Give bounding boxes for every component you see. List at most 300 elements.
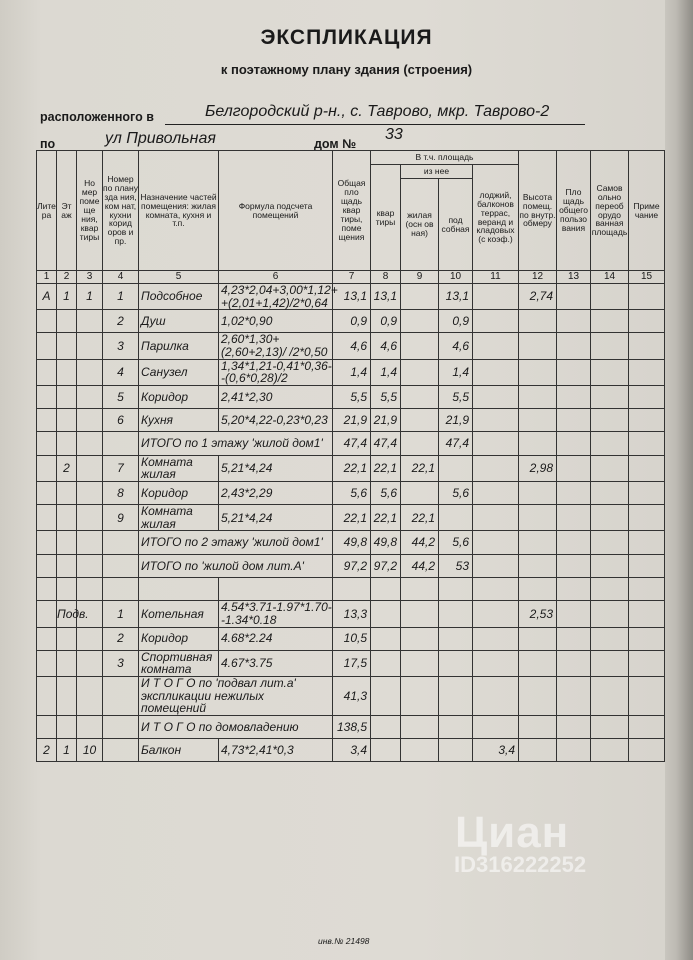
cell-c2 <box>57 650 77 676</box>
cell-name: ИТОГО по 2 этажу 'жилой дом1' <box>139 531 333 554</box>
cell-c14 <box>591 578 629 601</box>
cell-c2 <box>57 531 77 554</box>
cell-formula: 4,23*2,04+3,00*1,12+ +(2,01+1,42)/2*0,64 <box>219 284 333 310</box>
col-header-purpose: Назначение частей помещения: жилая комната, кухня и т.п. <box>139 151 219 271</box>
col-header-apartment: квар тиры <box>371 165 401 271</box>
cell-c14 <box>591 409 629 432</box>
cell-c13 <box>557 359 591 385</box>
cell-c10 <box>439 715 473 738</box>
cell-c1: А <box>37 284 57 310</box>
col-header-note: Приме чание <box>629 151 665 271</box>
cell-c8: 13,1 <box>371 284 401 310</box>
cell-formula: 1,34*1,21-0,41*0,36- -(0,6*0,28)/2 <box>219 359 333 385</box>
cell-c3 <box>77 554 103 577</box>
cell-c8: 22,1 <box>371 455 401 481</box>
cell-c1 <box>37 627 57 650</box>
cell-c10: 13,1 <box>439 284 473 310</box>
cell-c13 <box>557 531 591 554</box>
cell-c14 <box>591 715 629 738</box>
table-row <box>37 627 665 650</box>
table-body <box>37 284 665 762</box>
column-number: 6 <box>219 271 333 284</box>
cell-c14 <box>591 650 629 676</box>
cell-name: Душ <box>139 310 219 333</box>
cell-c2 <box>57 310 77 333</box>
cell-formula: 1,02*0,90 <box>219 310 333 333</box>
cell-c11 <box>473 310 519 333</box>
page-edge <box>665 0 693 960</box>
cell-c2 <box>57 385 77 408</box>
cell-c7: 13,3 <box>333 601 371 627</box>
cell-c14 <box>591 481 629 504</box>
cell-c10: 21,9 <box>439 409 473 432</box>
cell-c15 <box>629 578 665 601</box>
cell-c8 <box>371 739 401 762</box>
cell-c2 <box>57 554 77 577</box>
cell-c3 <box>77 432 103 455</box>
cell-c10: 0,9 <box>439 310 473 333</box>
cell-c9 <box>401 409 439 432</box>
cell-c13 <box>557 650 591 676</box>
cell-c15 <box>629 310 665 333</box>
cell-c12 <box>519 531 557 554</box>
cell-c4: 8 <box>103 481 139 504</box>
cell-c15 <box>629 676 665 715</box>
cell-formula: 2,41*2,30 <box>219 385 333 408</box>
cell-c12 <box>519 715 557 738</box>
cell-name: Коридор <box>139 385 219 408</box>
cell-c1 <box>37 650 57 676</box>
cell-c2 <box>57 715 77 738</box>
table-row <box>37 715 665 738</box>
cell-c1 <box>37 432 57 455</box>
cell-c2 <box>57 627 77 650</box>
cell-c7: 5,6 <box>333 481 371 504</box>
cell-c11 <box>473 715 519 738</box>
cell-c13 <box>557 455 591 481</box>
cell-c4: 4 <box>103 359 139 385</box>
cell-c11 <box>473 676 519 715</box>
cell-c3 <box>77 409 103 432</box>
col-header-subgroup: из нее <box>401 165 473 179</box>
cell-c11: 3,4 <box>473 739 519 762</box>
cell-c1 <box>37 455 57 481</box>
cell-name: Коридор <box>139 481 219 504</box>
column-number: 2 <box>57 271 77 284</box>
cell-c4: 3 <box>103 333 139 359</box>
document-subtitle: к поэтажному плану здания (строения) <box>220 62 473 77</box>
cell-c15 <box>629 601 665 627</box>
cell-c11 <box>473 409 519 432</box>
cell-c11 <box>473 505 519 531</box>
cell-c12 <box>519 385 557 408</box>
cell-c14 <box>591 385 629 408</box>
cell-c14 <box>591 627 629 650</box>
cell-c11 <box>473 284 519 310</box>
col-header-utility: под собная <box>439 179 473 271</box>
cell-c12 <box>519 739 557 762</box>
house-value: 33 <box>385 126 403 143</box>
cell-c2: 1 <box>57 739 77 762</box>
cell-c13 <box>557 409 591 432</box>
cell-c14 <box>591 676 629 715</box>
column-number: 14 <box>591 271 629 284</box>
cell-c12 <box>519 481 557 504</box>
column-number: 7 <box>333 271 371 284</box>
cell-c15 <box>629 359 665 385</box>
cell-c13 <box>557 284 591 310</box>
located-underline <box>165 124 585 125</box>
table-row <box>37 333 665 359</box>
cell-c14 <box>591 359 629 385</box>
cell-c8 <box>371 578 401 601</box>
cell-c2 <box>57 409 77 432</box>
located-value: Белгородский р-н., с. Таврово, мкр. Таврово-2 <box>205 103 550 120</box>
column-number: 10 <box>439 271 473 284</box>
cell-c12 <box>519 505 557 531</box>
cell-c3 <box>77 310 103 333</box>
cell-c8: 5,5 <box>371 385 401 408</box>
cell-c2 <box>57 505 77 531</box>
table-row <box>37 385 665 408</box>
column-number: 9 <box>401 271 439 284</box>
cell-c13 <box>557 739 591 762</box>
cell-c2: 1 <box>57 284 77 310</box>
cell-c8 <box>371 676 401 715</box>
cell-c9 <box>401 601 439 627</box>
column-number: 12 <box>519 271 557 284</box>
cell-c4 <box>103 676 139 715</box>
cell-c8 <box>371 601 401 627</box>
cell-c11 <box>473 601 519 627</box>
cell-c10: 5,6 <box>439 531 473 554</box>
cell-c12: 2,53 <box>519 601 557 627</box>
cell-c3 <box>77 385 103 408</box>
cell-c7: 21,9 <box>333 409 371 432</box>
table-row <box>37 676 665 715</box>
cell-name: Кухня <box>139 409 219 432</box>
cell-c1 <box>37 333 57 359</box>
cell-c11 <box>473 359 519 385</box>
cell-c2 <box>57 676 77 715</box>
cell-c3 <box>77 578 103 601</box>
cell-formula: 4.54*3.71-1.97*1.70- -1.34*0.18 <box>219 601 333 627</box>
cell-c2 <box>57 481 77 504</box>
cell-c14 <box>591 432 629 455</box>
cell-c9 <box>401 676 439 715</box>
cell-c14 <box>591 554 629 577</box>
cell-c15 <box>629 455 665 481</box>
cell-c4 <box>103 715 139 738</box>
cell-name: Подсобное <box>139 284 219 310</box>
cell-c14 <box>591 455 629 481</box>
cell-c3 <box>77 505 103 531</box>
cell-c3 <box>77 531 103 554</box>
column-number: 13 <box>557 271 591 284</box>
inventory-number: инв.№ 21498 <box>318 936 370 946</box>
cell-c13 <box>557 715 591 738</box>
cell-c15 <box>629 432 665 455</box>
watermark-id: ID316222252 <box>454 852 587 877</box>
cell-c3 <box>77 650 103 676</box>
cell-formula: 4.67*3.75 <box>219 650 333 676</box>
cell-c8: 22,1 <box>371 505 401 531</box>
cell-c7: 97,2 <box>333 554 371 577</box>
table-row <box>37 505 665 531</box>
cell-c7: 138,5 <box>333 715 371 738</box>
col-header-common-area: Пло щадь общего пользо вания <box>557 151 591 271</box>
cell-c10 <box>439 578 473 601</box>
cell-name: Парилка <box>139 333 219 359</box>
cell-c12 <box>519 310 557 333</box>
cell-c1 <box>37 601 57 627</box>
cell-c4 <box>103 554 139 577</box>
cell-c4 <box>103 578 139 601</box>
cell-c7: 49,8 <box>333 531 371 554</box>
cell-formula: 5,20*4,22-0,23*0,23 <box>219 409 333 432</box>
cell-c15 <box>629 481 665 504</box>
cell-c1 <box>37 531 57 554</box>
table-row <box>37 601 665 627</box>
cell-c10 <box>439 601 473 627</box>
cell-c15 <box>629 505 665 531</box>
cell-name: ИТОГО по 1 этажу 'жилой дом1' <box>139 432 333 455</box>
cell-c11 <box>473 333 519 359</box>
cell-name: Коридор <box>139 627 219 650</box>
cell-c14 <box>591 531 629 554</box>
cell-c2: Подв. <box>57 601 77 627</box>
cell-c9 <box>401 310 439 333</box>
cell-c4: 6 <box>103 409 139 432</box>
cell-c13 <box>557 578 591 601</box>
cell-c3 <box>77 359 103 385</box>
cell-c14 <box>591 284 629 310</box>
col-header-height: Высота помещ. по внутр. обмеру <box>519 151 557 271</box>
cell-c8 <box>371 650 401 676</box>
cell-c10: 4,6 <box>439 333 473 359</box>
cell-c7: 1,4 <box>333 359 371 385</box>
cell-c12: 2,98 <box>519 455 557 481</box>
column-number: 3 <box>77 271 103 284</box>
cell-c4: 9 <box>103 505 139 531</box>
cell-c12 <box>519 409 557 432</box>
cell-c1 <box>37 578 57 601</box>
table-row <box>37 455 665 481</box>
cell-c13 <box>557 676 591 715</box>
cell-c9: 22,1 <box>401 505 439 531</box>
col-header-unauthorized: Самов ольно переоб орудо ванная площадь <box>591 151 629 271</box>
col-header-lit: Лите ра <box>37 151 57 271</box>
cell-c15 <box>629 715 665 738</box>
cell-name: Комната жилая <box>139 505 219 531</box>
cell-c14 <box>591 310 629 333</box>
cell-c15 <box>629 739 665 762</box>
cell-c10 <box>439 676 473 715</box>
cell-c13 <box>557 333 591 359</box>
cell-c7: 0,9 <box>333 310 371 333</box>
cell-c9: 22,1 <box>401 455 439 481</box>
cell-c3 <box>77 481 103 504</box>
cell-c7 <box>333 578 371 601</box>
cell-c13 <box>557 481 591 504</box>
cell-c10 <box>439 739 473 762</box>
cell-name: Балкон <box>139 739 219 762</box>
cell-c11 <box>473 455 519 481</box>
cell-c1 <box>37 676 57 715</box>
cell-c10: 5,5 <box>439 385 473 408</box>
cell-c13 <box>557 601 591 627</box>
cell-c3 <box>77 715 103 738</box>
cell-c7: 22,1 <box>333 455 371 481</box>
cell-c12 <box>519 359 557 385</box>
column-number: 4 <box>103 271 139 284</box>
cell-c11 <box>473 432 519 455</box>
cell-c8: 4,6 <box>371 333 401 359</box>
cell-c14 <box>591 333 629 359</box>
cell-c2 <box>57 333 77 359</box>
located-label: расположенного в <box>40 110 154 124</box>
column-number: 15 <box>629 271 665 284</box>
house-label: дом № <box>314 137 357 151</box>
document-title: ЭКСПЛИКАЦИЯ <box>260 26 433 49</box>
cell-c1 <box>37 505 57 531</box>
cell-c4 <box>103 739 139 762</box>
column-number: 8 <box>371 271 401 284</box>
cell-c10 <box>439 650 473 676</box>
cell-c3: 10 <box>77 739 103 762</box>
cell-c12 <box>519 676 557 715</box>
table-row <box>37 554 665 577</box>
table-row <box>37 650 665 676</box>
cell-c4: 7 <box>103 455 139 481</box>
cell-c13 <box>557 432 591 455</box>
cell-formula: 4,73*2,41*0,3 <box>219 739 333 762</box>
cell-c1: 2 <box>37 739 57 762</box>
cell-c7: 41,3 <box>333 676 371 715</box>
cell-c3 <box>77 627 103 650</box>
cell-c2 <box>57 359 77 385</box>
cell-c4: 2 <box>103 627 139 650</box>
cell-name: Котельная <box>139 601 219 627</box>
cell-c4 <box>103 432 139 455</box>
cell-c3: 1 <box>77 284 103 310</box>
cell-c8: 21,9 <box>371 409 401 432</box>
cell-c15 <box>629 554 665 577</box>
cell-c1 <box>37 385 57 408</box>
cell-c13 <box>557 385 591 408</box>
cell-c3 <box>77 455 103 481</box>
street-value: ул Привольная <box>105 130 216 147</box>
cell-c4: 1 <box>103 284 139 310</box>
column-numbers-row <box>37 271 665 284</box>
table-row <box>37 284 665 310</box>
cell-c1 <box>37 359 57 385</box>
cell-c12 <box>519 650 557 676</box>
cell-formula: 4.68*2.24 <box>219 627 333 650</box>
cell-c10: 53 <box>439 554 473 577</box>
cell-c10 <box>439 627 473 650</box>
cell-c7: 3,4 <box>333 739 371 762</box>
cell-c9 <box>401 481 439 504</box>
col-header-living: жилая (осн ов ная) <box>401 179 439 271</box>
street-label: по <box>40 137 56 151</box>
cell-formula: 2,43*2,29 <box>219 481 333 504</box>
cell-c3 <box>77 333 103 359</box>
cell-formula: 5,21*4,24 <box>219 505 333 531</box>
cell-c13 <box>557 310 591 333</box>
cell-c11 <box>473 578 519 601</box>
cell-c9 <box>401 432 439 455</box>
watermark: Циан <box>455 808 570 857</box>
cell-c7: 5,5 <box>333 385 371 408</box>
cell-name <box>139 578 219 601</box>
cell-c8: 5,6 <box>371 481 401 504</box>
cell-c8: 0,9 <box>371 310 401 333</box>
cell-c4: 3 <box>103 650 139 676</box>
cell-c7: 10,5 <box>333 627 371 650</box>
cell-name: ИТОГО по 'жилой дом лит.А' <box>139 554 333 577</box>
col-header-formula: Формула подсчета помещений <box>219 151 333 271</box>
cell-c15 <box>629 627 665 650</box>
explication-table <box>36 150 665 762</box>
cell-c11 <box>473 650 519 676</box>
cell-c9 <box>401 284 439 310</box>
cell-c15 <box>629 650 665 676</box>
cell-c1 <box>37 310 57 333</box>
cell-c10 <box>439 455 473 481</box>
column-number: 11 <box>473 271 519 284</box>
cell-c8: 47,4 <box>371 432 401 455</box>
cell-c15 <box>629 385 665 408</box>
cell-formula: 2,60*1,30+(2,60+2,13)/ /2*0,50 <box>219 333 333 359</box>
cell-c3 <box>77 676 103 715</box>
cell-c11 <box>473 627 519 650</box>
cell-c8 <box>371 715 401 738</box>
cell-c1 <box>37 554 57 577</box>
cell-c10: 5,6 <box>439 481 473 504</box>
cell-c9 <box>401 359 439 385</box>
cell-name: Санузел <box>139 359 219 385</box>
cell-c10 <box>439 505 473 531</box>
cell-c13 <box>557 554 591 577</box>
cell-c7: 17,5 <box>333 650 371 676</box>
cell-c12 <box>519 432 557 455</box>
table-row <box>37 578 665 601</box>
cell-c9: 44,2 <box>401 531 439 554</box>
cell-c8: 1,4 <box>371 359 401 385</box>
table-row <box>37 409 665 432</box>
cell-c1 <box>37 481 57 504</box>
cell-c2 <box>57 578 77 601</box>
col-header-apt: Но мер поме ще ния, квар тиры <box>77 151 103 271</box>
col-header-group: В т.ч. площадь <box>371 151 519 165</box>
cell-formula: 5,21*4,24 <box>219 455 333 481</box>
table-row <box>37 432 665 455</box>
cell-c13 <box>557 627 591 650</box>
cell-c7: 47,4 <box>333 432 371 455</box>
cell-c11 <box>473 554 519 577</box>
cell-c4: 5 <box>103 385 139 408</box>
cell-c8: 49,8 <box>371 531 401 554</box>
cell-c9 <box>401 627 439 650</box>
cell-c15 <box>629 284 665 310</box>
cell-c1 <box>37 409 57 432</box>
cell-c9 <box>401 385 439 408</box>
cell-c8: 97,2 <box>371 554 401 577</box>
cell-c2 <box>57 432 77 455</box>
cell-name: Спортивная комната <box>139 650 219 676</box>
cell-c12: 2,74 <box>519 284 557 310</box>
